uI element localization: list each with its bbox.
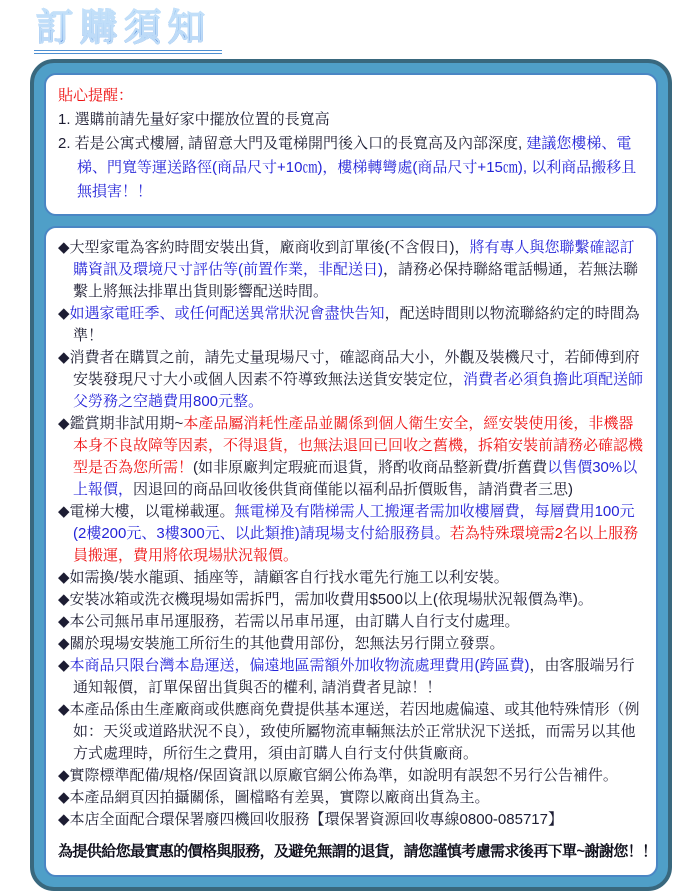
bullet-diamond-marker: ◆ (58, 789, 70, 807)
bullet-diamond-marker: ◆ (58, 613, 70, 631)
notice-bullet (58, 699, 644, 765)
text-segment: 以售價30%以上報價， (73, 459, 638, 499)
page-title: 訂購須知 (34, 7, 222, 54)
notice-bullet (58, 347, 644, 413)
bullet-diamond-marker: ◆ (58, 635, 70, 653)
text-segment: ，配送時間則以物流聯絡約定的時間為準！ (73, 305, 640, 345)
notice-bullet (58, 655, 644, 699)
text-segment: 建議您樓梯、電梯、門寬等運送路徑(商品尺寸+10㎝)，樓梯轉彎處(商品尺寸+15㎝), 以利商品搬移且無損害！！ (77, 135, 637, 201)
text-segment: 2. 若是公寓式樓層, 請留意大門及電梯開門後入口的長寬高及內部深度, (58, 135, 527, 153)
text-segment: 本商品只限台灣本島運送，偏遠地區需額外加收物流處理費用(跨區費) (69, 657, 530, 675)
reminder-heading: 貼心提醒： (58, 87, 134, 105)
text-segment: 無電梯及有階梯需人工搬運者需加收樓層費，每層費用100元(2樓200元、3樓300元、以此類推)請現場支付給服務員。 (73, 503, 635, 543)
notice-bullet (58, 809, 644, 831)
bullet-diamond-marker: ◆ (58, 305, 70, 323)
bullet-diamond-marker: ◆ (58, 767, 70, 785)
notice-panel (30, 59, 672, 891)
text-segment: 本產品係由生產廠商或供應商免費提供基本運送，若因地處偏遠、或其他特殊情形（例如：天災或道路狀況不良），致使所屬物流車輛無法於正常狀況下送抵，而需另以其他方式處理時，所衍生之費用，須由訂購人自行支付供貨廠商。 (69, 701, 640, 763)
bullet-diamond-marker: ◆ (58, 349, 70, 367)
notice-bullet (58, 765, 644, 787)
text-segment: 本產品屬消耗性產品並關係到個人衛生安全，經安裝使用後，非機器本身不良故障等因素，不得退貨，也無法退回已回收之舊機，拆箱安裝前請務必確認機型是否為您所需！ (73, 415, 644, 477)
reminder-list (58, 108, 644, 204)
text-segment: 如需換/裝水龍頭、插座等，請顧客自行找水電先行施工以利安裝。 (69, 569, 509, 587)
text-segment: ，請務必保持聯絡電話暢通，若無法聯繫上將無法排單出貨則影響配送時間。 (73, 261, 639, 301)
notice-bullet (58, 611, 644, 633)
text-segment: 消費者必須負擔此項配送師父勞務之空趟費用800元整。 (73, 371, 644, 411)
notice-bullet-list (58, 237, 644, 831)
notice-bullet (58, 589, 644, 611)
notice-card (44, 226, 658, 877)
text-segment: 實際標準配備/規格/保固資訊以原廠官網公佈為準，如說明有誤恕不另行公告補件。 (69, 767, 618, 785)
text-segment: 1. 選購前請先量好家中擺放位置的長寬高 (58, 111, 330, 129)
notice-bullet (58, 787, 644, 809)
notice-bullet (58, 567, 644, 589)
bullet-diamond-marker: ◆ (58, 569, 70, 587)
text-segment: 因退回的商品回收後供貨商僅能以福利品折價販售，請消費者三思) (133, 481, 574, 499)
text-segment: (如非原廠判定瑕疵而退貨，將酌收商品整新費/折舊費 (193, 459, 548, 477)
bullet-diamond-marker: ◆ (58, 811, 70, 829)
text-segment: 將有專人與您聯繫確認訂購資訊及環境尺寸評估等(前置作業，非配送日) (73, 239, 635, 279)
notice-bullet (58, 237, 644, 303)
notice-bullet (58, 633, 644, 655)
text-segment: 關於現場安裝施工所衍生的其他費用部份，恕無法另行開立發票。 (69, 635, 505, 653)
text-segment: 鑑賞期非試用期~ (69, 415, 184, 433)
text-segment: 電梯大樓，以電梯載運。 (69, 503, 235, 521)
text-segment: 本產品網頁因拍攝關係，圖檔略有差異，實際以廠商出貨為主。 (69, 789, 490, 807)
reminder-item (58, 108, 644, 132)
reminder-item (58, 132, 644, 204)
page-title-wrap (34, 7, 700, 54)
bullet-diamond-marker: ◆ (58, 415, 70, 433)
text-segment: 如遇家電旺季、或任何配送異常狀況會盡快告知 (69, 305, 385, 323)
bullet-diamond-marker: ◆ (58, 701, 70, 719)
text-segment: 本店全面配合環保署廢四機回收服務【環保署資源回收專線0800-085717】 (69, 811, 563, 829)
notice-bullet (58, 413, 644, 501)
bullet-diamond-marker: ◆ (58, 239, 70, 257)
text-segment: 消費者在購買之前，請先丈量現場尺寸，確認商品大小，外觀及裝機尺寸，若師傅到府安裝發現尺寸大小或個人因素不符導致無法送貨安裝定位， (69, 349, 640, 389)
text-segment: 若為特殊環境需2名以上服務員搬運，費用將依現場狀況報價。 (73, 525, 639, 565)
reminder-card (44, 73, 658, 216)
bullet-diamond-marker: ◆ (58, 591, 70, 609)
text-segment: ，由客服端另行通知報價，訂單保留出貨與否的權利, 請消費者見諒！！ (73, 657, 635, 697)
notice-bullet (58, 501, 644, 567)
notice-bullet (58, 303, 644, 347)
text-segment: 大型家電為客約時間安裝出貨，廠商收到訂單後(不含假日)， (69, 239, 470, 257)
text-segment: 安裝冰箱或洗衣機現場如需拆門，需加收費用$500以上(依現場狀況報價為準)。 (69, 591, 593, 609)
bullet-diamond-marker: ◆ (58, 503, 70, 521)
text-segment: 本公司無吊車吊運服務，若需以吊車吊運，由訂購人自行支付處理。 (69, 613, 520, 631)
notice-footer: 為提供給您最實惠的價格與服務，及避免無謂的退貨，請您謹慎考慮需求後再下單~謝謝您！！ (58, 843, 657, 861)
bullet-diamond-marker: ◆ (58, 657, 70, 675)
